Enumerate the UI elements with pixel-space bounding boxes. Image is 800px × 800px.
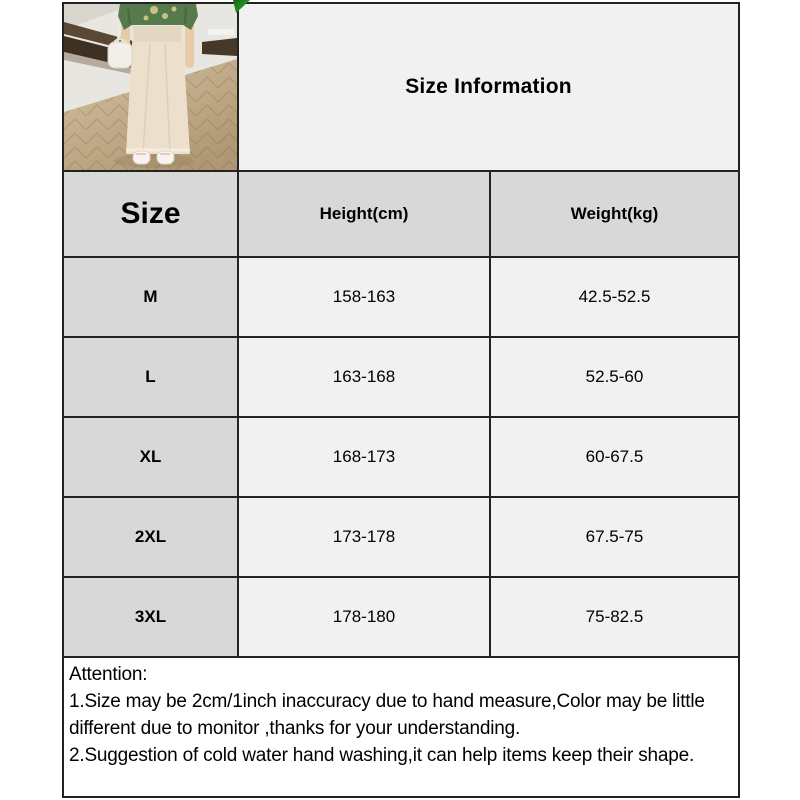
top-row (64, 4, 738, 172)
attention-line-2: 2.Suggestion of cold water hand washing,it can help items keep their shape. (69, 745, 695, 766)
product-photo (64, 4, 239, 170)
weight-value: 60-67.5 (491, 418, 738, 496)
column-header-height: Height(cm) (239, 172, 491, 256)
sneaker-left (133, 151, 150, 164)
column-header-size: Size (64, 172, 239, 256)
height-value: 163-168 (239, 338, 491, 416)
weight-value: 52.5-60 (491, 338, 738, 416)
handbag (108, 42, 132, 68)
size-label: 2XL (64, 498, 239, 576)
table-row (64, 258, 738, 338)
weight-value: 42.5-52.5 (491, 258, 738, 336)
table-header-row (64, 172, 738, 258)
product-photo-illustration (64, 4, 237, 170)
column-header-weight: Weight(kg) (491, 172, 738, 256)
size-label: L (64, 338, 239, 416)
weight-value: 75-82.5 (491, 578, 738, 656)
table-row (64, 418, 738, 498)
size-label: 3XL (64, 578, 239, 656)
page-title: Size Information (405, 75, 572, 98)
title-cell (239, 4, 738, 170)
height-value: 178-180 (239, 578, 491, 656)
table-row (64, 578, 738, 658)
table-row (64, 498, 738, 578)
size-chart-sheet (62, 2, 740, 798)
sneaker-right (157, 151, 174, 164)
table-row (64, 338, 738, 418)
pants-waistband (133, 26, 182, 42)
height-value: 168-173 (239, 418, 491, 496)
size-label: XL (64, 418, 239, 496)
height-value: 158-163 (239, 258, 491, 336)
attention-note (64, 658, 738, 796)
attention-line-1: 1.Size may be 2cm/1inch inaccuracy due to hand measure,Color may be little different due to monitor ,thanks for your understanding. (69, 691, 705, 739)
attention-heading: Attention: (69, 664, 148, 685)
model-pants (126, 26, 190, 154)
paper-stack (208, 29, 234, 35)
model-shadow (114, 154, 194, 168)
height-value: 173-178 (239, 498, 491, 576)
size-label: M (64, 258, 239, 336)
weight-value: 67.5-75 (491, 498, 738, 576)
